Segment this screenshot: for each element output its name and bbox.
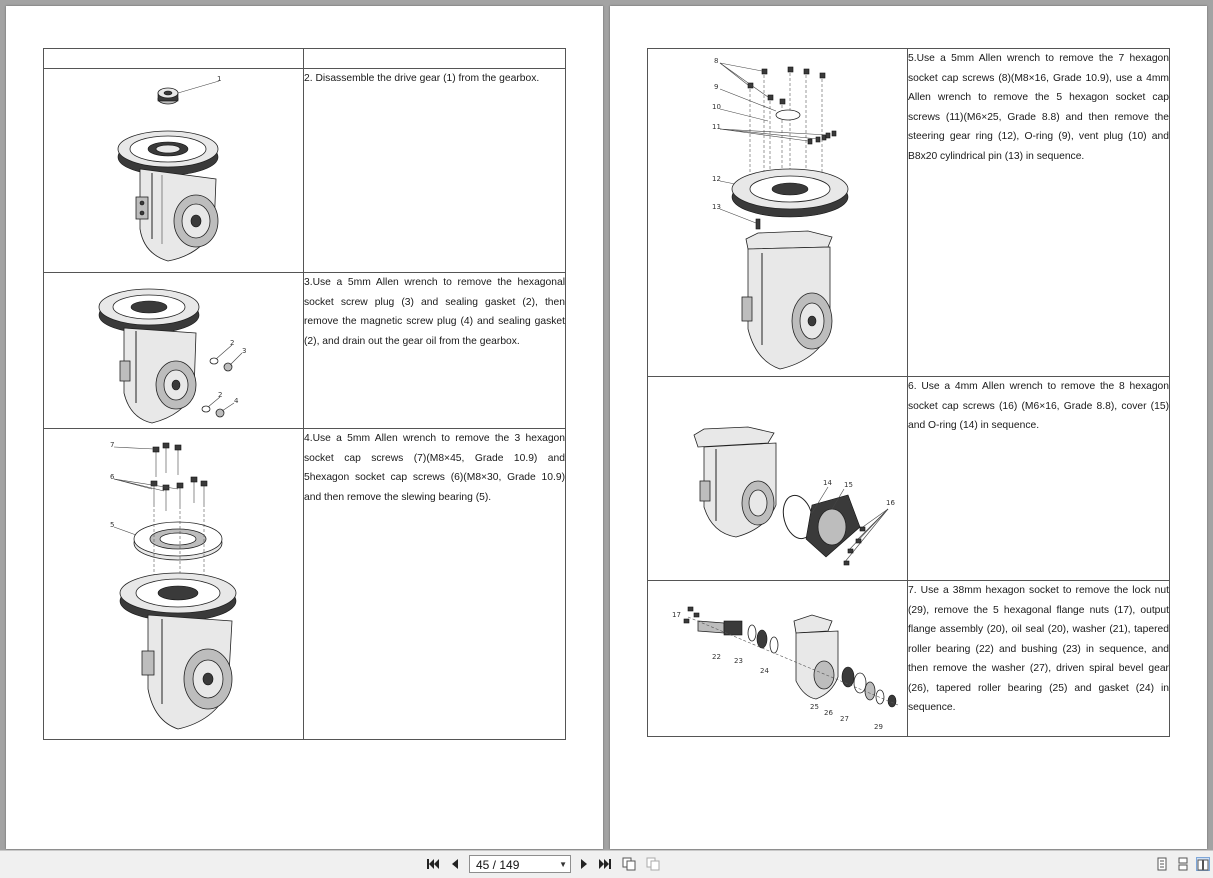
- callout-label: 2: [230, 339, 235, 347]
- callout-label: 24: [760, 667, 769, 675]
- pages-icon: [645, 856, 661, 872]
- callout-label: 23: [734, 657, 743, 665]
- page-indicator: 45 / 149: [476, 858, 520, 872]
- single-page-icon: [1155, 857, 1169, 871]
- viewer-toolbar: [0, 850, 1213, 878]
- table-header-row: [44, 49, 566, 69]
- single-page-view-button[interactable]: [1155, 857, 1169, 871]
- header-cell: [44, 49, 304, 69]
- callout-label: 27: [840, 715, 849, 723]
- drain-plug-illustration: [44, 273, 304, 429]
- step-illustration: [44, 429, 304, 740]
- drive-gear-illustration: [44, 69, 304, 273]
- callout-label: 15: [844, 481, 853, 489]
- step-text: 4.Use a 5mm Allen wrench to remove the 3 hexagon socket cap screws (7)(M8×45, Grade 10.9) and 5hexagon socket cap screws (6)(M8×30, Grade 10.9) and then remove the slewing bearing (5).: [304, 429, 566, 740]
- callout-label: 4: [234, 397, 239, 405]
- callout-label: 25: [810, 703, 819, 711]
- next-page-button[interactable]: [576, 856, 592, 872]
- step-text: 7. Use a 38mm hexagon socket to remove the lock nut (29), remove the 5 hexagonal flange nuts (17), output flange assembly (20), oil seal (20), washer (21), tapered roller bearing (22) and bushing (23) in sequence, and then remove the washer (27), driven spiral bevel gear (26), tapered roller bearing (25) and gasket (24) in sequence.: [908, 581, 1170, 737]
- callout-label: 29: [874, 723, 883, 731]
- callout-label: 6: [110, 473, 115, 481]
- page-number-input[interactable]: [469, 855, 571, 873]
- callout-label: 8: [714, 57, 719, 65]
- header-cell: [304, 49, 566, 69]
- callout-label: 10: [712, 103, 721, 111]
- slewing-bearing-illustration: [44, 429, 304, 740]
- pdf-page-right: [610, 6, 1207, 849]
- step-illustration: [44, 69, 304, 273]
- prev-page-icon: [447, 856, 463, 872]
- step-illustration: [648, 377, 908, 581]
- callout-label: 9: [714, 83, 719, 91]
- copy-page-icon: [621, 856, 637, 872]
- callout-label: 3: [242, 347, 247, 355]
- prev-page-button[interactable]: [447, 856, 463, 872]
- callout-label: 22: [712, 653, 721, 661]
- callout-label: 2: [218, 391, 223, 399]
- chevron-down-icon[interactable]: ▼: [559, 860, 567, 869]
- last-page-button[interactable]: [597, 856, 613, 872]
- steps-table-left: [43, 48, 566, 740]
- continuous-view-button[interactable]: [645, 856, 661, 872]
- step-illustration: [648, 49, 908, 377]
- continuous-page-view-button[interactable]: [1176, 857, 1190, 871]
- two-page-icon: [1197, 859, 1209, 871]
- pdf-page-left: [6, 6, 603, 849]
- table-row: [648, 377, 1170, 581]
- callout-label: 16: [886, 499, 895, 507]
- page-layout-button[interactable]: [621, 856, 637, 872]
- callout-label: 26: [824, 709, 833, 717]
- last-page-icon: [597, 856, 613, 872]
- callout-label: 11: [712, 123, 721, 131]
- callout-label: 14: [823, 479, 832, 487]
- callout-label: 13: [712, 203, 721, 211]
- table-row: [44, 69, 566, 273]
- step-illustration: [648, 581, 908, 737]
- first-page-button[interactable]: [425, 856, 441, 872]
- steps-table-right: [647, 48, 1170, 737]
- table-row: [44, 429, 566, 740]
- next-page-icon: [576, 856, 592, 872]
- output-flange-illustration: [648, 581, 908, 737]
- cover-illustration: [648, 377, 908, 581]
- callout-label: 1: [217, 75, 222, 83]
- table-row: [648, 49, 1170, 377]
- steering-ring-illustration: [648, 49, 908, 377]
- step-text: 5.Use a 5mm Allen wrench to remove the 7 hexagon socket cap screws (8)(M8×16, Grade 10.9), use a 4mm Allen wrench to remove the 5 hexagon socket cap screws (11)(M6×25, Grade 8.8) and then remove the steering gear ring (12), O-ring (9), vent plug (10) and B8x20 cylindrical pin (13) in sequence.: [908, 49, 1170, 377]
- callout-label: 17: [672, 611, 681, 619]
- callout-label: 12: [712, 175, 721, 183]
- step-text: 6. Use a 4mm Allen wrench to remove the 8 hexagon socket cap screws (16) (M6×16, Grade 8.8), cover (15) and O-ring (14) in sequence.: [908, 377, 1170, 581]
- callout-label: 7: [110, 441, 115, 449]
- step-text: 3.Use a 5mm Allen wrench to remove the hexagonal socket screw plug (3) and sealing gasket (2), then remove the magnetic screw plug (4) and sealing gasket (2), and drain out the gear oil from the gearbox.: [304, 273, 566, 429]
- step-text: 2. Disassemble the drive gear (1) from the gearbox.: [304, 69, 566, 273]
- callout-label: 5: [110, 521, 115, 529]
- table-row: [648, 581, 1170, 737]
- continuous-page-icon: [1176, 857, 1190, 871]
- table-row: [44, 273, 566, 429]
- step-illustration: [44, 273, 304, 429]
- two-page-view-button[interactable]: [1196, 857, 1210, 871]
- first-page-icon: [425, 856, 441, 872]
